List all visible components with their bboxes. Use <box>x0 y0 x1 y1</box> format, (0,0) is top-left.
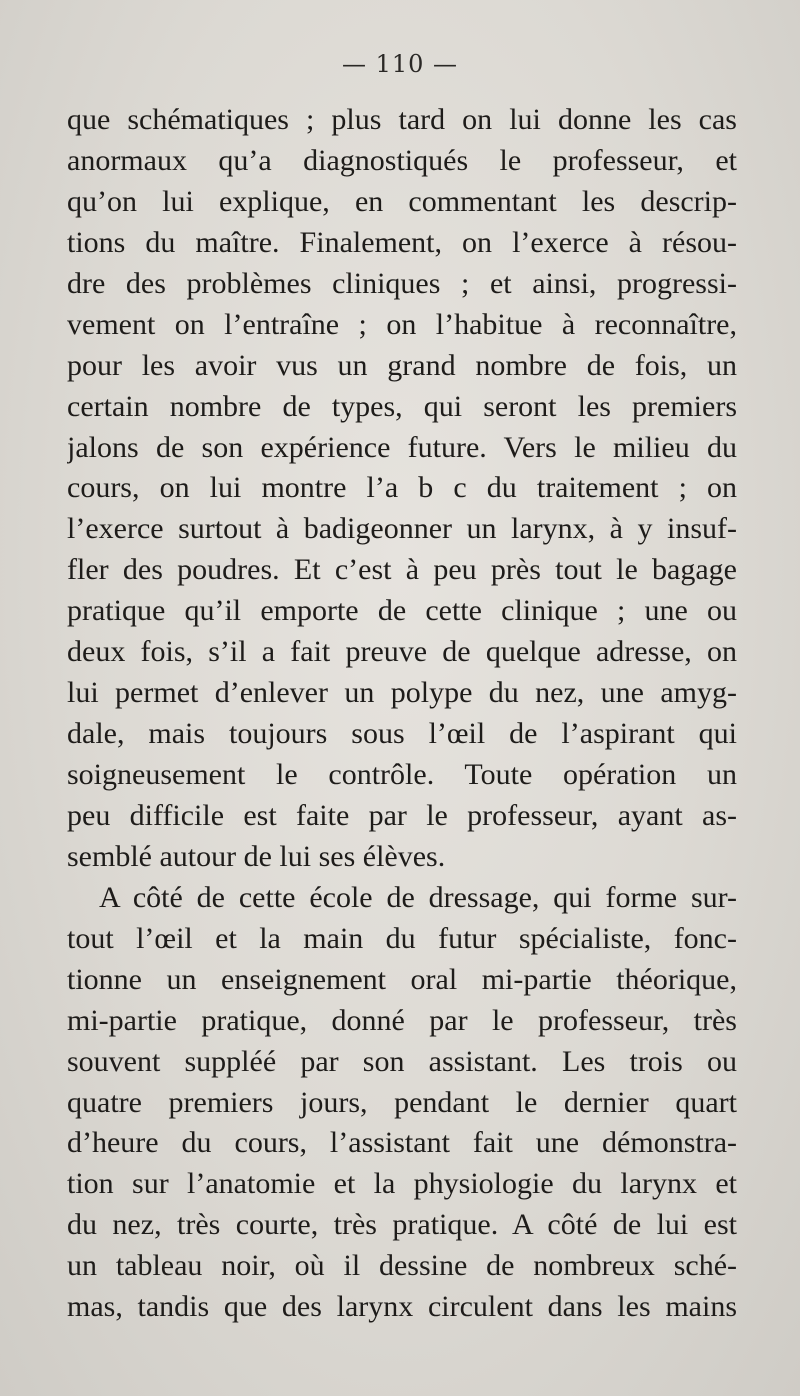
text-line: fler des poudres. Et c’est à peu près tout le bagage <box>67 553 737 587</box>
text-line: du nez, très courte, très pratique. A côté de lui est <box>67 1208 737 1242</box>
text-line: qu’on lui explique, en commentant les descrip- <box>67 184 737 218</box>
text-line: tions du maître. Finalement, on l’exerce à résou- <box>67 225 737 259</box>
text-line: jalons de son expérience future. Vers le milieu du <box>67 430 737 464</box>
text-line: mi-partie pratique, donné par le professeur, très <box>67 1003 737 1037</box>
page-number: — 110 — <box>341 50 459 78</box>
text-line: que schématiques ; plus tard on lui donne les cas <box>67 103 737 136</box>
text-line: pour les avoir vus un grand nombre de fois, un <box>67 348 737 382</box>
text-line: dale, mais toujours sous l’œil de l’aspirant qui <box>67 717 737 751</box>
body-text <box>67 100 737 1328</box>
text-line: d’heure du cours, l’assistant fait une démonstra- <box>67 1126 737 1160</box>
text-line: anormaux qu’a diagnostiqués le professeur, et <box>67 143 737 177</box>
text-line: dre des problèmes cliniques ; et ainsi, progressi- <box>67 266 737 300</box>
text-line: tout l’œil et la main du futur spécialiste, fonc- <box>67 921 737 955</box>
text-line: deux fois, s’il a fait preuve de quelque adresse, on <box>67 635 737 669</box>
text-line: peu difficile est faite par le professeur, ayant as- <box>67 798 737 832</box>
text-line: tion sur l’anatomie et la physiologie du larynx et <box>67 1167 737 1201</box>
text-line: mas, tandis que des larynx circulent dans les mains <box>67 1290 737 1324</box>
text-line: certain nombre de types, qui seront les premiers <box>67 389 737 423</box>
text-line: vement on l’entraîne ; on l’habitue à reconnaître, <box>67 307 737 341</box>
paragraph-start-line: A côté de cette école de dressage, qui forme sur- <box>99 880 737 914</box>
paragraph-end-line: semblé autour de lui ses élèves. <box>67 839 446 873</box>
text-line: cours, on lui montre l’a b c du traitement ; on <box>67 471 737 505</box>
text-line: soigneusement le contrôle. Toute opération un <box>67 758 737 791</box>
text-line: souvent suppléé par son assistant. Les trois ou <box>67 1044 737 1078</box>
text-line: lui permet d’enlever un polype du nez, une amyg- <box>67 676 737 710</box>
text-line: un tableau noir, où il dessine de nombreux sché- <box>67 1249 737 1283</box>
text-line: quatre premiers jours, pendant le dernier quart <box>67 1085 737 1119</box>
text-line: pratique qu’il emporte de cette clinique ; une ou <box>67 594 737 628</box>
text-line: tionne un enseignement oral mi-partie théorique, <box>67 962 737 996</box>
text-line: l’exerce surtout à badigeonner un larynx, à y insuf- <box>67 512 737 546</box>
